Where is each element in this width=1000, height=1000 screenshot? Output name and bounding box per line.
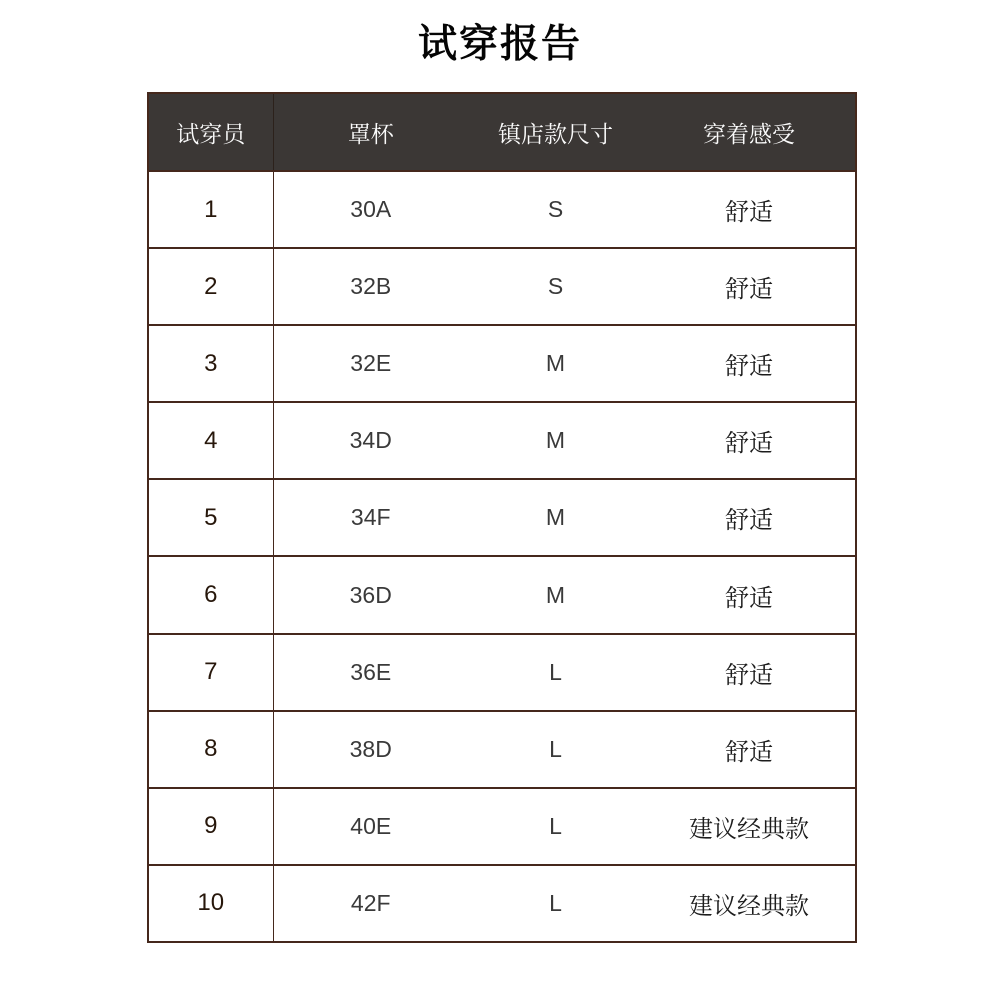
tryon-report-table bbox=[147, 92, 857, 943]
cup-size-cell: 38D bbox=[273, 711, 468, 788]
table-row bbox=[148, 171, 856, 248]
store-size-cell: L bbox=[468, 865, 643, 942]
fitter-number-cell: 9 bbox=[148, 788, 273, 865]
store-size-cell: S bbox=[468, 248, 643, 325]
cup-size-cell: 32B bbox=[273, 248, 468, 325]
fitter-number-cell: 3 bbox=[148, 325, 273, 402]
cup-size-cell: 42F bbox=[273, 865, 468, 942]
wearing-feel-cell: 舒适 bbox=[643, 634, 856, 711]
fitter-number-cell: 7 bbox=[148, 634, 273, 711]
wearing-feel-cell: 舒适 bbox=[643, 171, 856, 248]
store-size-cell: M bbox=[468, 479, 643, 556]
table-header-row bbox=[148, 93, 856, 171]
table-row bbox=[148, 248, 856, 325]
cup-size-cell: 40E bbox=[273, 788, 468, 865]
wearing-feel-cell: 舒适 bbox=[643, 248, 856, 325]
cup-size-cell: 36D bbox=[273, 556, 468, 633]
table-row bbox=[148, 479, 856, 556]
store-size-cell: M bbox=[468, 402, 643, 479]
cup-size-cell: 32E bbox=[273, 325, 468, 402]
store-size-cell: L bbox=[468, 788, 643, 865]
store-size-cell: M bbox=[468, 325, 643, 402]
wearing-feel-cell: 舒适 bbox=[643, 556, 856, 633]
fitter-number-cell: 6 bbox=[148, 556, 273, 633]
cup-size-cell: 36E bbox=[273, 634, 468, 711]
wearing-feel-cell: 舒适 bbox=[643, 402, 856, 479]
wearing-feel-cell: 舒适 bbox=[643, 711, 856, 788]
fitter-number-cell: 5 bbox=[148, 479, 273, 556]
table-row bbox=[148, 788, 856, 865]
store-size-cell: L bbox=[468, 711, 643, 788]
wearing-feel-cell: 舒适 bbox=[643, 479, 856, 556]
wearing-feel-cell: 建议经典款 bbox=[643, 865, 856, 942]
fitter-number-cell: 8 bbox=[148, 711, 273, 788]
fitter-number-cell: 4 bbox=[148, 402, 273, 479]
wearing-feel-cell: 舒适 bbox=[643, 325, 856, 402]
store-size-cell: S bbox=[468, 171, 643, 248]
fitter-number-cell: 2 bbox=[148, 248, 273, 325]
table-row bbox=[148, 865, 856, 942]
table-row bbox=[148, 556, 856, 633]
cup-size-cell: 30A bbox=[273, 171, 468, 248]
table-row bbox=[148, 325, 856, 402]
store-size-cell: L bbox=[468, 634, 643, 711]
table-row bbox=[148, 711, 856, 788]
column-header-fitter: 试穿员 bbox=[148, 93, 273, 171]
wearing-feel-cell: 建议经典款 bbox=[643, 788, 856, 865]
table-row bbox=[148, 634, 856, 711]
fitter-number-cell: 1 bbox=[148, 171, 273, 248]
column-header-size: 镇店款尺寸 bbox=[468, 93, 643, 171]
table-row bbox=[148, 402, 856, 479]
column-header-cup: 罩杯 bbox=[273, 93, 468, 171]
fitter-number-cell: 10 bbox=[148, 865, 273, 942]
page-title: 试穿报告 bbox=[417, 23, 582, 66]
cup-size-cell: 34D bbox=[273, 402, 468, 479]
store-size-cell: M bbox=[468, 556, 643, 633]
column-header-feel: 穿着感受 bbox=[643, 93, 856, 171]
cup-size-cell: 34F bbox=[273, 479, 468, 556]
